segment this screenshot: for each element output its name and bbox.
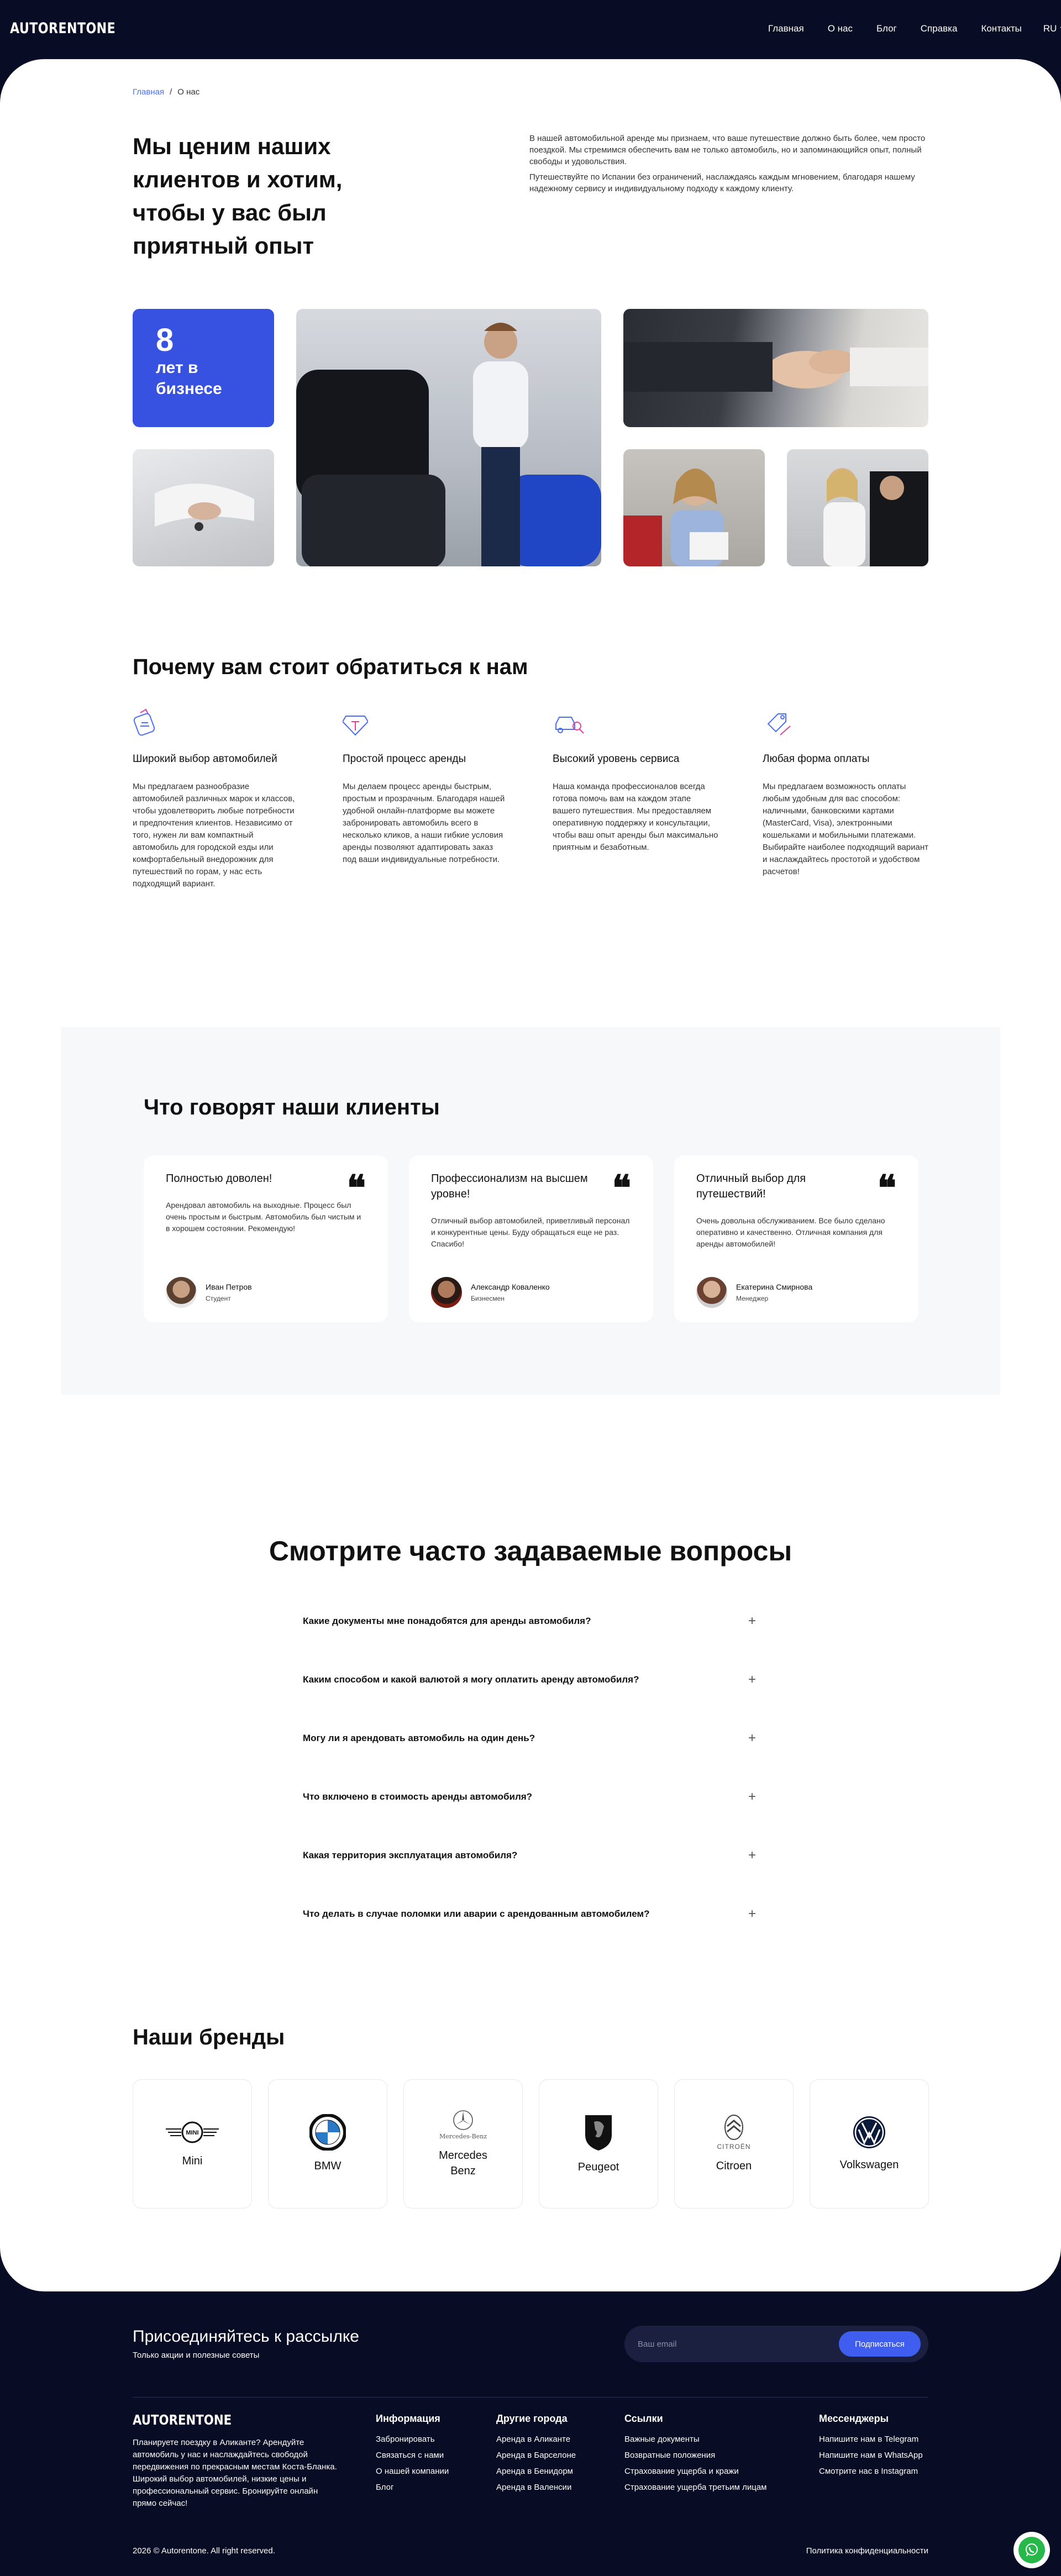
keys-handover-photo — [133, 449, 274, 566]
intro-paragraph: Путешествуйте по Испании без ограничений, наслаждаясь каждым мгновением, благодаря нашему надежному сервису и индивидуальному подходу к каждому клиенту. — [529, 172, 915, 193]
feature-card — [343, 707, 508, 866]
woman-with-documents-photo — [623, 449, 765, 566]
brand-label: Volkswagen — [839, 2159, 899, 2171]
review-title: Профессионализм на высшем уровне! — [431, 1173, 588, 1200]
email-field[interactable] — [638, 2340, 803, 2349]
faq-item[interactable] — [303, 1906, 756, 1922]
plus-icon: + — [748, 1672, 756, 1687]
feature-title: Широкий выбор автомобилей — [133, 753, 277, 765]
feature-title: Высокий уровень сервиса — [553, 753, 680, 765]
faq-question: Что включено в стоимость аренды автомобиля? — [303, 1791, 533, 1802]
footer-link[interactable]: Связаться с нами — [376, 2451, 444, 2460]
author-role: Студент — [206, 1295, 231, 1302]
plus-icon: + — [748, 1613, 756, 1628]
citroen-chevrons-icon — [721, 2114, 747, 2141]
footer-link[interactable]: Блог — [376, 2483, 394, 2492]
faq-question: Что делать в случае поломки или аварии с арендованным автомобилем? — [303, 1909, 650, 1919]
author-name: Екатерина Смирнова — [736, 1282, 813, 1291]
plus-icon: + — [748, 1731, 756, 1746]
avatar — [696, 1277, 727, 1308]
brand-label: Peugeot — [577, 2161, 619, 2173]
brand-label: Mini — [182, 2155, 203, 2167]
footer-column-info — [376, 2413, 449, 2499]
feature-title: Любая форма оплаты — [763, 753, 870, 765]
author-name: Александр Коваленко — [471, 1282, 550, 1291]
breadcrumb-separator: / — [170, 87, 172, 97]
footer-link[interactable]: Напишите нам в Telegram — [819, 2435, 919, 2444]
car-service-icon — [553, 707, 586, 740]
footer-column-title: Ссылки — [624, 2413, 663, 2424]
footer-divider — [133, 2397, 928, 2398]
footer-column-links — [624, 2413, 766, 2499]
footer-link[interactable]: Важные документы — [624, 2435, 700, 2444]
why-us-title: Почему вам стоит обратиться к нам — [133, 655, 528, 679]
breadcrumb — [133, 87, 199, 97]
author-role: Менеджер — [736, 1295, 769, 1302]
review-title: Полностью доволен! — [166, 1173, 272, 1185]
citroen-logo — [717, 2114, 751, 2151]
faq-question: Какая территория эксплуатация автомобиля? — [303, 1850, 518, 1860]
feature-card — [763, 707, 928, 878]
svg-text:MINI: MINI — [186, 2130, 199, 2136]
peugeot-shield-icon — [582, 2113, 615, 2152]
review-author — [696, 1277, 812, 1308]
brand-card-peugeot[interactable] — [539, 2079, 658, 2209]
footer-link[interactable]: Аренда в Бенидорм — [496, 2467, 573, 2476]
feature-title: Простой процесс аренды — [343, 753, 466, 765]
years-number: 8 — [156, 322, 174, 358]
payment-tag-icon — [763, 707, 796, 740]
newsletter-title: Присоединяйтесь к рассылке — [133, 2327, 359, 2346]
faq-question: Могу ли я арендовать автомобиль на один день? — [303, 1733, 535, 1743]
years-in-business-card — [133, 309, 274, 427]
review-author — [431, 1277, 550, 1308]
site-logo[interactable]: AUTORENTONE — [10, 20, 116, 37]
feature-description: Мы делаем процесс аренды быстрым, простым и прозрачным. Благодаря нашей удобной онлайн-платформе вы можете забронировать автомобиль всего в несколько кликов, а наши гибкие условия аренды позволяют адаптировать заказ под ваши индивидуальные потребности. — [343, 782, 505, 864]
newsletter-form — [624, 2326, 928, 2362]
car-tag-icon — [133, 707, 158, 740]
footer-link[interactable]: О нашей компании — [376, 2467, 449, 2476]
faq-title: Смотрите часто задаваемые вопросы — [269, 1536, 792, 1566]
subscribe-button[interactable]: Подписаться — [839, 2331, 921, 2357]
quote-icon: ❝ — [346, 1168, 366, 1209]
quote-icon: ❝ — [877, 1168, 896, 1209]
brands-title: Наши бренды — [133, 2025, 285, 2049]
mercedes-logo — [439, 2110, 487, 2140]
mercedes-logo-text: Mercedes-Benz — [439, 2132, 487, 2140]
feature-card — [553, 707, 718, 854]
intro-text — [529, 133, 927, 198]
brand-card-citroen[interactable] — [674, 2079, 794, 2209]
whatsapp-icon — [1018, 2537, 1045, 2563]
feature-description: Мы предлагаем возможность оплаты любым удобным для вас способом: наличными, банковскими картами (MasterCard, Visa), электронными кошельками и мобильными платежами. Выбирайте наиболее подходящий вариант и наслаждайтесь простотой и удобством расчетов! — [763, 782, 928, 876]
bmw-logo-icon — [309, 2114, 346, 2151]
quote-icon: ❝ — [612, 1168, 631, 1209]
citroen-logo-text: CITROËN — [717, 2143, 751, 2151]
brand-card-mercedes[interactable] — [403, 2079, 523, 2209]
breadcrumb-current: О нас — [177, 87, 200, 97]
avatar — [431, 1277, 462, 1308]
footer-link[interactable]: Возвратные положения — [624, 2451, 716, 2460]
brand-card-mini[interactable] — [133, 2079, 252, 2209]
footer-column-title: Другие города — [496, 2413, 568, 2424]
mercedes-star-icon — [453, 2110, 474, 2131]
footer-link[interactable]: Аренда в Барселоне — [496, 2451, 576, 2460]
man-with-car-photo — [296, 309, 601, 566]
women-with-keys-photo — [787, 449, 928, 566]
plus-icon: + — [748, 1789, 756, 1804]
faq-item[interactable] — [303, 1613, 756, 1629]
footer-link[interactable]: Смотрите нас в Instagram — [819, 2467, 918, 2476]
diamond-icon — [343, 707, 368, 740]
review-card — [409, 1155, 653, 1322]
footer-link[interactable]: Аренда в Аликанте — [496, 2435, 571, 2444]
handshake-photo — [623, 309, 928, 427]
author-role: Бизнесмен — [471, 1295, 505, 1302]
language-label: RU — [1043, 23, 1057, 34]
review-text: Очень довольна обслуживанием. Все было сделано оперативно и качественно. Отличная компания для аренды автомобилей! — [696, 1216, 885, 1248]
footer-column-messengers — [819, 2413, 923, 2483]
footer-link[interactable]: Аренда в Валенсии — [496, 2483, 572, 2492]
privacy-link[interactable]: Политика конфиденциальности — [806, 2546, 928, 2556]
faq-item[interactable] — [303, 1731, 756, 1746]
brand-label: BMW — [314, 2160, 342, 2172]
language-selector[interactable] — [1043, 23, 1061, 34]
brand-label: Citroen — [716, 2160, 752, 2172]
footer-link[interactable]: Забронировать — [376, 2435, 435, 2444]
mini-logo-icon — [165, 2119, 220, 2146]
footer-description: Планируете поездку в Аликанте? Арендуйте автомобиль у нас и наслаждайтесь свободой передвижения по прекрасным местам Коста-Бланка. Широкий выбор автомобилей, низкие цены и профессиональный сервис. Бронируйте онлайн прямо сейчас! — [133, 2438, 337, 2508]
nav-about[interactable]: О нас — [827, 23, 853, 34]
nav-help[interactable]: Справка — [920, 23, 958, 34]
footer-column-cities — [496, 2413, 576, 2499]
plus-icon: + — [748, 1906, 756, 1921]
nav-home[interactable]: Главная — [768, 23, 804, 34]
faq-item[interactable] — [303, 1848, 756, 1863]
review-card — [144, 1155, 388, 1322]
reviews-title: Что говорят наши клиенты — [144, 1095, 440, 1119]
breadcrumb-home[interactable]: Главная — [133, 87, 165, 97]
feature-card — [133, 707, 298, 890]
nav-contacts[interactable]: Контакты — [981, 23, 1022, 34]
nav-blog[interactable]: Блог — [876, 23, 897, 34]
faq-question: Какие документы мне понадобятся для аренды автомобиля? — [303, 1616, 591, 1626]
avatar — [166, 1277, 197, 1308]
plus-icon: + — [748, 1848, 756, 1863]
vw-logo-icon — [852, 2115, 886, 2149]
footer-link[interactable]: Напишите нам в WhatsApp — [819, 2451, 923, 2460]
faq-item[interactable] — [303, 1672, 756, 1687]
years-label: лет в бизнесе — [156, 359, 222, 398]
intro-paragraph: В нашей автомобильной аренде мы признаем, что ваше путешествие должно быть более, чем просто поездкой. Мы стремимся обеспечить вам не только автомобиль, но и запоминающийся опыт, полный свободы и удовольствия. — [529, 134, 926, 166]
footer-link[interactable]: Страхование ущерба и кражи — [624, 2467, 739, 2476]
footer-link[interactable]: Страхование ущерба третьим лицам — [624, 2483, 767, 2492]
review-text: Отличный выбор автомобилей, приветливый персонал и конкурентные цены. Буду обращаться еще не раз. Спасибо! — [431, 1216, 630, 1248]
newsletter — [133, 2327, 359, 2360]
copyright: 2026 © Autorentone. All right reserved. — [133, 2546, 275, 2556]
brand-label: Mercedes Benz — [439, 2149, 487, 2177]
author-name: Иван Петров — [206, 1282, 252, 1291]
review-title: Отличный выбор для путешествий! — [696, 1173, 806, 1200]
page-title: Мы ценим наших клиентов и хотим, чтобы у вас был приятный опыт — [133, 133, 343, 259]
feature-description: Наша команда профессионалов всегда готова помочь вам на каждом этапе вашего путешествия. Мы предоставляем оперативную поддержку и консультации, чтобы ваш опыт аренды был максимально приятным и безаботным. — [553, 782, 718, 852]
whatsapp-button[interactable] — [1013, 2532, 1050, 2568]
newsletter-subtitle: Только акции и полезные советы — [133, 2351, 260, 2360]
review-card — [674, 1155, 918, 1322]
footer-column-title: Информация — [376, 2413, 440, 2424]
faq-item[interactable] — [303, 1789, 756, 1805]
brand-card-volkswagen[interactable] — [810, 2079, 929, 2209]
main-nav — [768, 23, 1057, 34]
review-author — [166, 1277, 252, 1308]
brand-card-bmw[interactable] — [268, 2079, 387, 2209]
footer-logo[interactable]: AUTORENTONE — [133, 2412, 232, 2428]
feature-description: Мы предлагаем разнообразие автомобилей различных марок и классов, чтобы удовлетворить любые потребности и предпочтения клиентов. Независимо от того, нужен ли вам компактный автомобиль для городской езды или комфортабельный внедорожник для путешествий по горам, у нас есть подходящий вариант. — [133, 782, 295, 889]
review-text: Арендовал автомобиль на выходные. Процесс был очень простым и быстрым. Автомобиль был чистым и в хорошем состоянии. Рекомендую! — [166, 1201, 361, 1233]
faq-question: Каким способом и какой валютой я могу оплатить аренду автомобиля? — [303, 1674, 639, 1685]
footer-column-title: Мессенджеры — [819, 2413, 889, 2424]
